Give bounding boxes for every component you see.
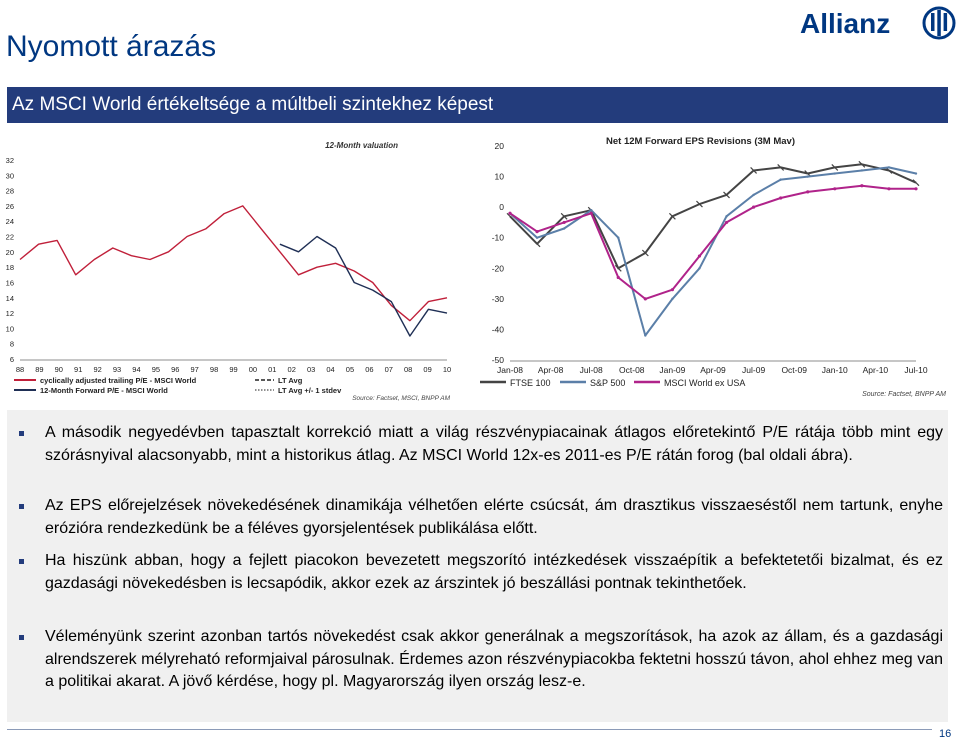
x-tick-label: Apr-10 [862,365,889,375]
data-point [590,209,592,211]
data-point [888,166,890,168]
bullet-text: Véleményünk szerint azonban tartós növekedést csak akkor generálnak a megszorítások, ha azok az állam, és a gazdasági alrendszerek mélyreható reformjaival párosulnak. Érdemes azon részvénypiacokba fektetni hosszú távon, ahol ehhez meg van a politikai akarat. A jövő kérdése, hogy pl. Magyarország ilyen ország lesz-e. [45,628,943,690]
y-tick-label: 24 [5,217,14,227]
chart-source: Source: Factset, BNPP AM [862,391,946,398]
data-point [617,237,619,239]
data-point [671,288,674,291]
x-tick-label: 10 [442,365,452,374]
x-tick-label: 88 [15,365,25,374]
footer-divider [7,729,932,730]
x-tick-label: Jul-08 [579,365,603,375]
bullet-text: Ha hiszünk abban, hogy a fejlett piacokon bevezetett megszorító intézkedések visszaépítik a befektetetői bizalmat, és ez gazdasági növekedésben is lecsapódik, akkor ezek az árszintek jó beszállási pontnak tekinthetőek. [45,552,943,592]
x-tick-label: 90 [54,365,63,374]
data-point [671,298,673,300]
x-tick-label: Jan-10 [821,365,848,375]
x-tick-label: 02 [287,365,296,374]
x-tick-label: 00 [248,365,258,374]
bullet-item [45,495,943,540]
bullet-text: A második negyedévben tapasztalt korrekció miatt a világ részvénypiacainak átlagos előretekintő P/E rátája több mint egy szórásnyival alacsonyabb, mint a historikus átlag. Az MSCI World 12x-es 2011-es P/E rátán forog (bal oldali ábra). [45,424,943,464]
y-tick-label: -20 [491,263,504,274]
x-tick-label: 96 [171,365,180,374]
x-tick-label: 09 [423,365,432,374]
chart-title: Net 12M Forward EPS Revisions (3M Mav) [606,136,795,147]
data-point [644,297,647,300]
y-tick-label: 18 [5,263,14,273]
chart-legend [480,378,946,398]
y-tick-label: 20 [494,141,504,151]
x-tick-label: 08 [404,365,413,374]
data-point [535,230,538,233]
series-line [20,206,447,321]
x-tick-label: Jan-09 [659,365,686,375]
chart-source: Source: Factset, MSCI, BNPP AM [352,395,450,402]
x-tick-label: 91 [74,365,83,374]
data-point [617,276,620,279]
page-number: 16 [939,728,952,740]
page-title: Nyomott árazás [6,30,217,63]
y-tick-label: 26 [5,201,14,211]
data-point [644,334,646,336]
x-tick-label: Oct-09 [781,365,807,375]
x-tick-label: 01 [268,365,277,374]
chart-title: 12-Month valuation [325,141,398,150]
data-point [752,194,754,196]
bullet-marker [19,504,24,509]
x-tick-label: 94 [132,365,141,374]
data-point [779,196,782,199]
y-tick-label: 32 [5,156,14,165]
chart-legend [14,376,451,402]
x-tick-label: Oct-08 [619,365,645,375]
data-point [725,215,727,217]
x-tick-label: 89 [35,365,44,374]
data-point [833,187,836,190]
data-point [698,267,700,269]
y-tick-label: -10 [491,232,504,243]
y-tick-label: 30 [5,171,14,181]
y-tick-label: 0 [499,202,504,213]
legend-label: LT Avg +/- 1 stdev [278,386,342,395]
y-tick-label: 6 [9,355,14,364]
data-point [860,184,863,187]
x-tick-label: 97 [190,365,199,374]
x-tick-label: 99 [229,365,238,374]
bullet-list [7,410,948,722]
y-tick-label: 10 [5,324,14,334]
data-point [563,227,565,229]
y-tick-label: 22 [5,232,14,242]
x-tick-label: 03 [306,365,316,374]
x-tick-label: 98 [209,365,219,374]
x-tick-label: 07 [384,365,393,374]
valuation-chart [0,134,465,404]
data-point [563,221,566,224]
x-tick-label: Jul-09 [742,365,766,375]
x-tick-label: 06 [365,365,374,374]
y-tick-label: 12 [5,309,14,319]
bullet-item [45,550,943,595]
x-tick-label: 95 [151,365,161,374]
subtitle: Az MSCI World értékeltsége a múltbeli szintekhez képest [12,94,494,115]
x-tick-label: Apr-09 [700,365,726,375]
series-line [280,237,447,337]
x-tick-label: Jan-08 [497,365,523,375]
bullet-text: Az EPS előrejelzések növekedésének dinamikája vélhetően elérte csúcsát, ám drasztikus visszaeséstől nem tartunk, enyhe erózióra rendezkedünk be a féléves gyorsjelentések publikálása előtt. [45,497,943,537]
y-tick-label: -50 [491,355,504,365]
legend-label: FTSE 100 [510,378,551,388]
x-tick-label: 93 [112,365,122,374]
data-point [887,187,890,190]
data-point [914,187,917,190]
y-tick-label: -40 [491,324,504,335]
legend-label: LT Avg [278,376,303,385]
series-line [510,167,916,335]
bullet-marker [19,559,24,564]
allianz-logo [798,6,956,40]
x-tick-label: Jul-10 [904,365,928,375]
data-point [725,221,728,224]
legend-label: S&P 500 [590,378,626,388]
x-tick-label: 92 [93,365,102,374]
data-point [536,237,538,239]
data-point [915,172,917,174]
logo-wordmark: Allianz [800,8,891,39]
data-point [834,172,836,174]
x-tick-label: 04 [326,365,335,374]
y-tick-label: 16 [5,278,14,288]
y-tick-label: 20 [5,247,14,257]
data-point [779,178,781,180]
data-point [752,206,755,209]
y-tick-label: 8 [9,339,14,349]
data-point [807,175,809,177]
x-tick-label: Apr-08 [537,365,564,375]
data-point [590,212,593,215]
series-line [510,164,916,268]
data-point [698,254,701,257]
data-point [806,190,809,193]
legend-label: cyclically adjusted trailing P/E - MSCI World [40,376,197,385]
legend-label: 12-Month Forward P/E - MSCI World [40,386,168,395]
subtitle-banner [7,87,948,123]
bullet-marker [19,431,24,436]
y-tick-label: 28 [5,186,14,196]
eps-revisions-chart [476,134,950,404]
x-tick-label: 05 [345,365,355,374]
legend-label: MSCI World ex USA [664,378,746,388]
data-point [861,169,863,171]
y-tick-label: 14 [5,293,14,303]
bullet-item [45,626,943,694]
y-tick-label: 10 [494,171,504,182]
y-tick-label: -30 [491,293,504,304]
data-point [508,212,511,215]
bullet-item [45,422,943,467]
bullet-marker [19,635,24,640]
